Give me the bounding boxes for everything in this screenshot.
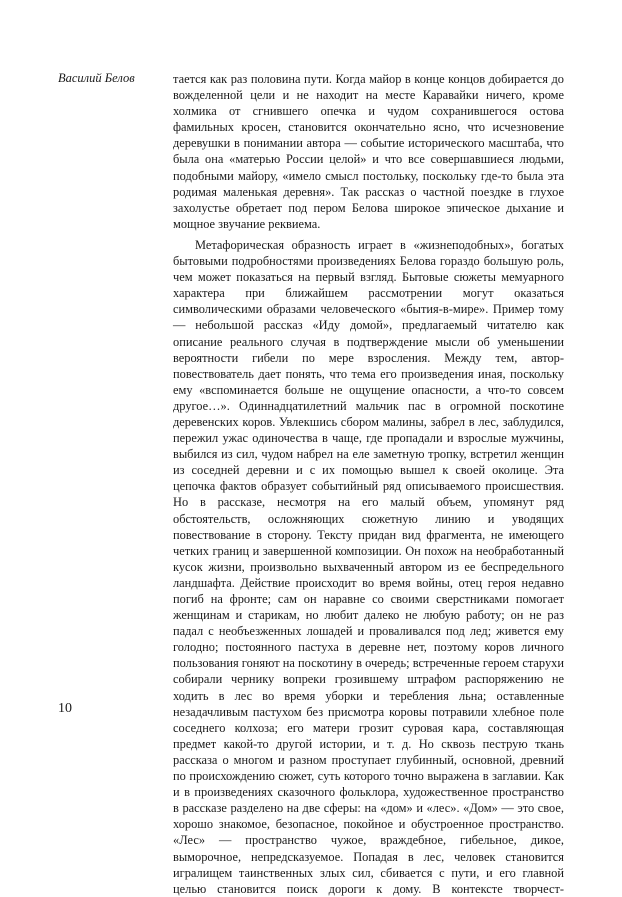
running-head-author: Василий Белов (58, 71, 135, 85)
paragraph-continuation: тается как раз половина пути. Когда майор в конце концов добирается до вожделенной цели и не находит на месте Каравайки ничего, кроме холмика от сгнившего опечка и чудом сохранившегося остова фамильных кросен, становится окончательно ясно, что исчезновение деревушки в понимании автора — событие исторического масштаба, что была она «матерью России целой» и что все совершавшиеся людьми, подобными майору, «имело смысл постольку, поскольку где-то была эта родимая маленькая деревня». Так рассказ о частной поездке в глухое захолустье обретает под пером Белова широкое эпическое дыхание и мощное звучание реквиема. (173, 72, 564, 231)
paragraph-metaphor: Метафорическая образность играет в «жизнеподобных», богатых бытовыми подробностями произведениях Белова гораздо большую роль, чем может показаться на первый взгляд. Бытовые сюжеты мемуарного характера при ближайшем рассмотрении могут оказаться символическими образами человеческого «бытия-в-мире». Пример тому — небольшой рассказ «Иду домой», предлагаемый читателю как описание реального случая в подтверждение мысли об уменьшении вероятности гибели по мере взросления. Между тем, автор-повествователь дает понять, что тема его произведения иная, поскольку ему «вспоминается больше не ощущение опасности, а что-то совсем другое…». Одиннадцатилетний мальчик пас в огромной поскотине деревенских коров. Увлекшись сбором малины, забрел в лес, заблудился, пережил ужас одиночества в чаще, где пропадали и взрослые мужчины, выбился из сил, чудом набрел на еле заметную тропку, встретил женщин из соседней деревни и с их помощью вышел к своей околице. Эта цепочка фактов образует событийный ряд описываемого происшествия. Но в рассказе, несмотря на его малый объем, упомянут ряд обстоятельств, осложняющих сюжетную линию и уводящих повествование в сторону. Тексту придан вид фрагмента, не имеющего четких границ и завершенной композиции. Он похож на необработанный кусок жизни, произвольно выхваченный автором из ее беспредельного ландшафта. Действие происходит во время войны, отец героя недавно погиб на фронте; сам он наравне со своими сверстниками помогает женщинам и старикам, но любит далеко не любую работу; он не раз падал с необъезженных лошадей и проваливался под лед; живется ему голодно; постоянного пастуха в деревне нет, поэтому коров личного пользования гоняют на поскотину в очередь; встреченные героем старухи собирали чернику вопреки грозившему штрафом распоряжению не ходить в лес во время уборки и теребления льна; оставленные незадачливым пастухом без присмотра коровы потравили хлебное поле соседнего колхоза; его матери грозит суровая кара, составляющая предмет какой-то другой истории, и т. д. Но сквозь пеструю ткань рассказа о многом и разном проступает глубинный, основной, древний по происхождению сюжет, суть которого точно выражена в заглавии. Как и в произведениях сказочного фольклора, художественное пространство в рассказе разделено на две сферы: на «дом» и «лес». «Дом» — это свое, хорошо знакомое, безопасное, покойное и обустроенное пространство. «Лес» — пространство чужое, враждебное, гибельное, дикое, выморочное, непредсказуемое. Попадая в лес, человек становится игралищем таинственных злых сил, сбивается с пути, и его главной целью становится поиск дороги к дому. В контексте творчест- (173, 237, 564, 896)
body-text (173, 71, 564, 897)
page-number: 10 (58, 701, 72, 716)
